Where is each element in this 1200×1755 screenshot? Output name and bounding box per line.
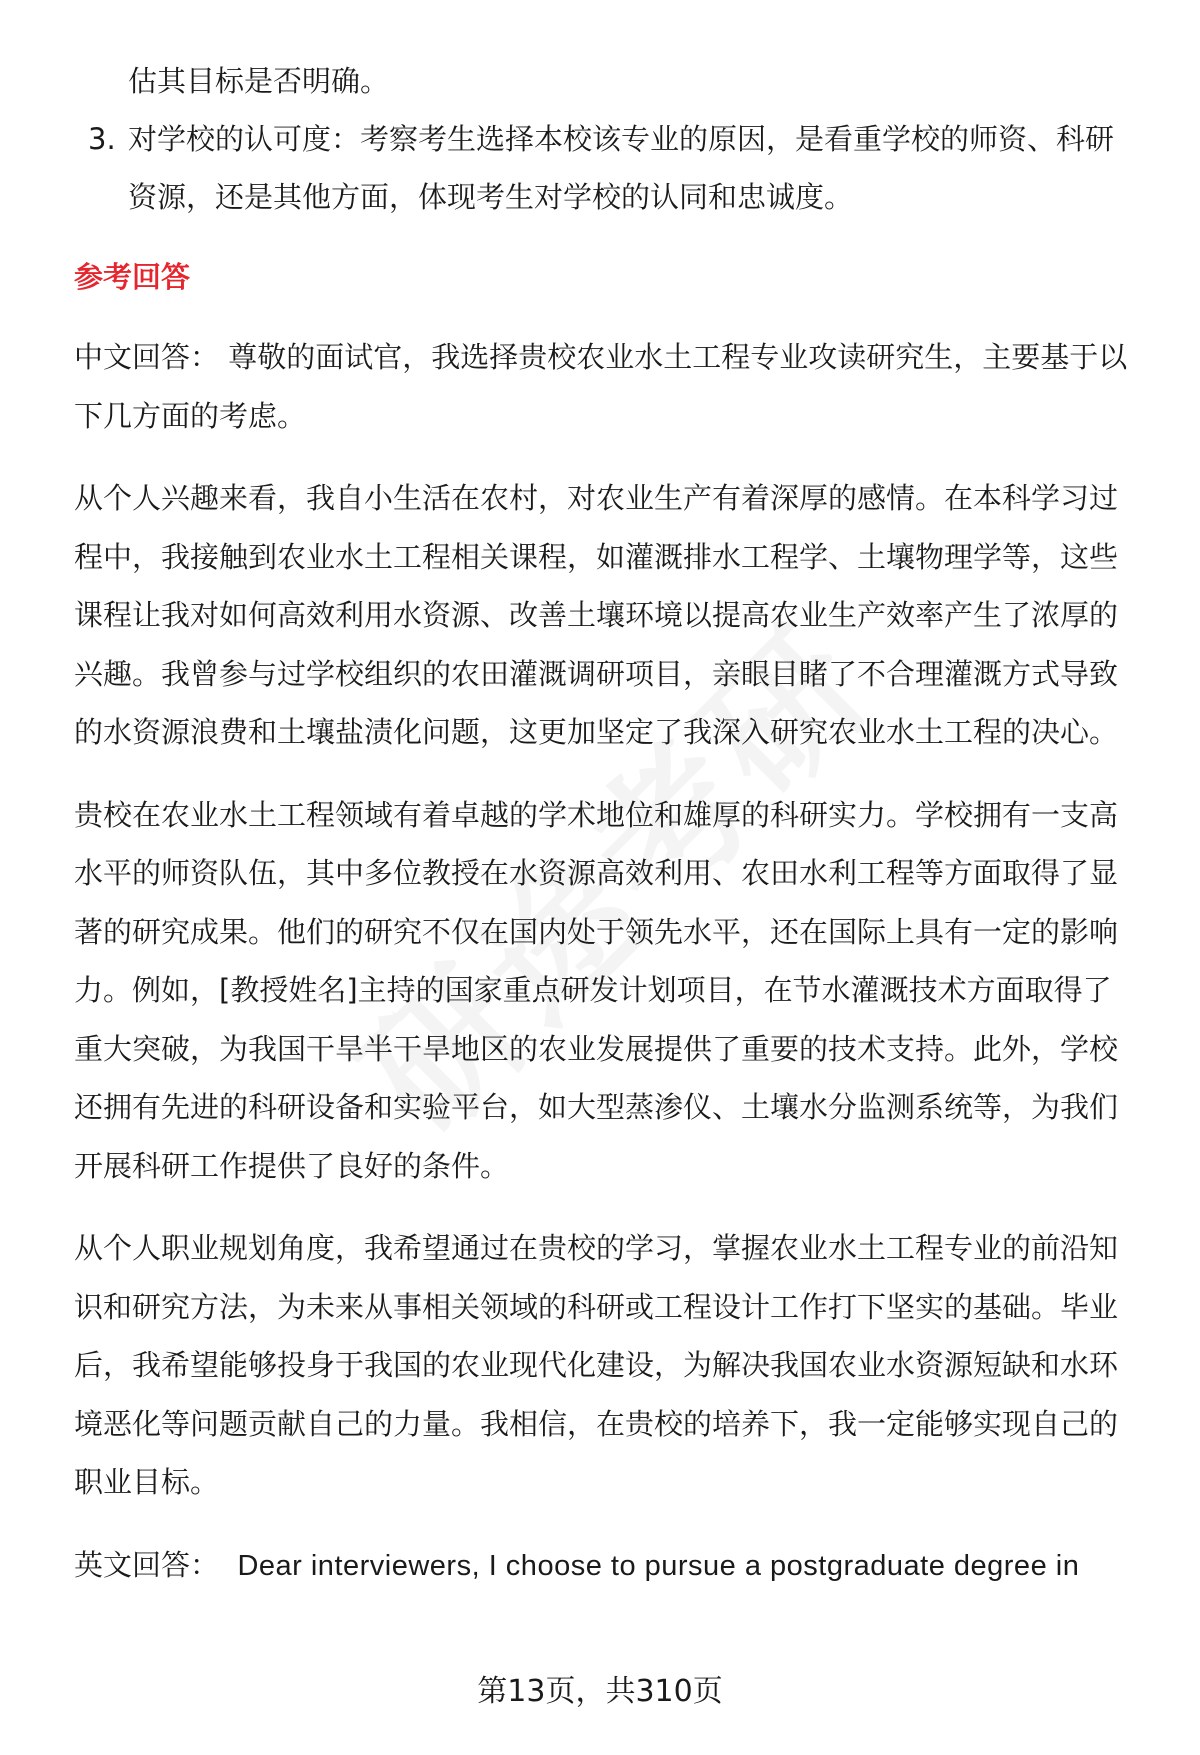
paragraph-line: 重大突破，为我国干旱半干旱地区的农业发展提供了重要的技术支持。此外，学校 bbox=[74, 1031, 1119, 1066]
paragraph-line: 还拥有先进的科研设备和实验平台，如大型蒸渗仪、土壤水分监测系统等，为我们 bbox=[74, 1090, 1119, 1124]
list-item-3-continuation: 资源，还是其他方面，体现考生对学校的认同和忠诚度。 bbox=[128, 180, 854, 214]
english-answer-text: Dear interviewers, I choose to pursue a postgraduate degree in bbox=[237, 1549, 1080, 1582]
paragraph-line: 从个人职业规划角度，我希望通过在贵校的学习，掌握农业水土工程专业的前沿知 bbox=[74, 1231, 1119, 1265]
paragraph-line: 贵校在农业水土工程领域有着卓越的学术地位和雄厚的科研实力。学校拥有一支高 bbox=[74, 797, 1119, 832]
paragraph-line: 程中，我接触到农业水土工程相关课程，如灌溉排水工程学、土壤物理学等，这些 bbox=[74, 539, 1119, 574]
english-answer bbox=[74, 1536, 1164, 1595]
page-number: 第13页，共310页 bbox=[477, 1674, 723, 1709]
paragraph-line: 兴趣。我曾参与过学校组织的农田灌溉调研项目，亲眼目睹了不合理灌溉方式导致 bbox=[74, 656, 1119, 691]
section-title: 参考回答 bbox=[74, 260, 191, 294]
paragraph-career bbox=[74, 1219, 1164, 1512]
page-content bbox=[74, 52, 1164, 1595]
paragraph-interest bbox=[74, 469, 1164, 762]
english-answer-label: 英文回答： bbox=[74, 1547, 220, 1582]
paragraph-line: 职业目标。 bbox=[74, 1465, 220, 1499]
paragraph-line: 后，我希望能够投身于我国的农业现代化建设，为解决我国农业水资源短缺和水环 bbox=[74, 1348, 1119, 1382]
paragraph-line: 力。例如，[教授姓名]主持的国家重点研发计划项目，在节水灌溉技术方面取得了 bbox=[74, 973, 1112, 1007]
paragraph-line: 开展科研工作提供了良好的条件。 bbox=[74, 1148, 510, 1183]
list-item-number: 3. bbox=[88, 122, 116, 156]
paragraph-line: 境恶化等问题贡献自己的力量。我相信，在贵校的培养下，我一定能够实现自己的 bbox=[74, 1406, 1119, 1441]
paragraph-line: 从个人兴趣来看，我自小生活在农村，对农业生产有着深厚的感情。在本科学习过 bbox=[74, 481, 1119, 515]
paragraph-line: 课程让我对如何高效利用水资源、改善土壤环境以提高农业生产效率产生了浓厚的 bbox=[74, 598, 1119, 632]
paragraph-line: 下几方面的考虑。 bbox=[74, 398, 307, 433]
paragraph-line: 著的研究成果。他们的研究不仅在国内处于领先水平，还在国际上具有一定的影响 bbox=[74, 914, 1119, 949]
list-item-3 bbox=[74, 110, 1164, 168]
paragraph-line: 的水资源浪费和土壤盐渍化问题，这更加坚定了我深入研究农业水土工程的决心。 bbox=[74, 715, 1119, 749]
paragraph-school bbox=[74, 786, 1164, 1196]
list-item-continuation: 估其目标是否明确。 bbox=[128, 64, 390, 98]
paragraph-line: 水平的师资队伍，其中多位教授在水资源高效利用、农田水利工程等方面取得了显 bbox=[74, 856, 1119, 890]
paragraph-line: 识和研究方法，为未来从事相关领域的科研或工程设计工作打下坚实的基础。毕业 bbox=[74, 1289, 1119, 1324]
paragraph-line: 中文回答： 尊敬的面试官，我选择贵校农业水土工程专业攻读研究生，主要基于以 bbox=[74, 340, 1128, 374]
list-item-text: 对学校的认可度：考察考生选择本校该专业的原因，是看重学校的师资、科研 bbox=[128, 122, 1115, 156]
paragraph-intro bbox=[74, 328, 1164, 445]
